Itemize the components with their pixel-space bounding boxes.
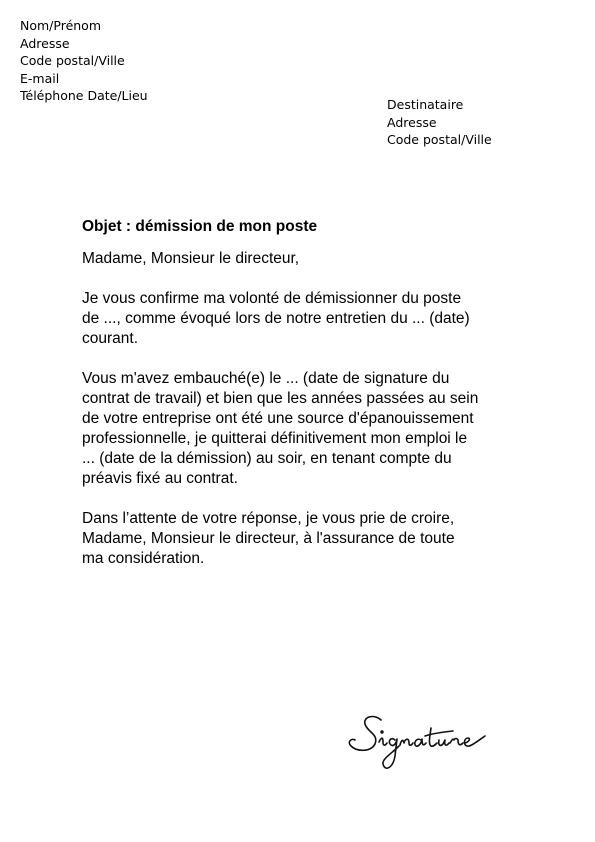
paragraph-line: Madame, Monsieur le directeur, à l'assurance de toute: [82, 530, 455, 547]
paragraph-closing: [82, 509, 522, 569]
paragraph-line: ma considération.: [82, 550, 205, 567]
paragraph-line: courant.: [82, 330, 139, 347]
paragraph-line: de votre entreprise ont été une source d'épanouissement: [82, 410, 474, 427]
paragraph-line: Vous m'avez embauché(e) le ... (date de signature du: [82, 370, 450, 387]
letter-salutation: [82, 249, 522, 269]
letter-body: [82, 217, 522, 589]
sender-block: [20, 17, 148, 105]
sender-name-line: Nom/Prénom: [20, 18, 102, 33]
paragraph-line: ... (date de la démission) au soir, en tenant compte du: [82, 450, 452, 467]
paragraph-employment: [82, 369, 522, 489]
recipient-postal-city-line: Code postal/Ville: [387, 132, 492, 148]
sender-postal-city-line: Code postal/Ville: [20, 53, 125, 69]
sender-phone-date-line: Téléphone Date/Lieu: [20, 88, 148, 104]
paragraph-line: Je vous confirme ma volonté de démissionner du poste: [82, 290, 462, 307]
letter-subject: Objet : démission de mon poste: [82, 218, 318, 235]
salutation-text: Madame, Monsieur le directeur,: [82, 250, 300, 267]
paragraph-line: de ..., comme évoqué lors de notre entretien du ... (date): [82, 310, 470, 327]
paragraph-line: préavis fixé au contrat.: [82, 470, 238, 487]
handwritten-signature: [345, 712, 495, 782]
recipient-name-line: Destinataire: [387, 97, 464, 112]
recipient-address-line: Adresse: [387, 114, 437, 130]
paragraph-line: Dans l’attente de votre réponse, je vous prie de croire,: [82, 510, 455, 527]
paragraph-line: professionnelle, je quitterai définitivement mon emploi le: [82, 430, 468, 447]
paragraph-confirmation: [82, 289, 522, 349]
paragraph-line: contrat de travail) et bien que les années passées au sein: [82, 390, 479, 407]
sender-address-line: Adresse: [20, 35, 70, 51]
recipient-block: [387, 96, 492, 149]
sender-email-line: E-mail: [20, 70, 60, 86]
